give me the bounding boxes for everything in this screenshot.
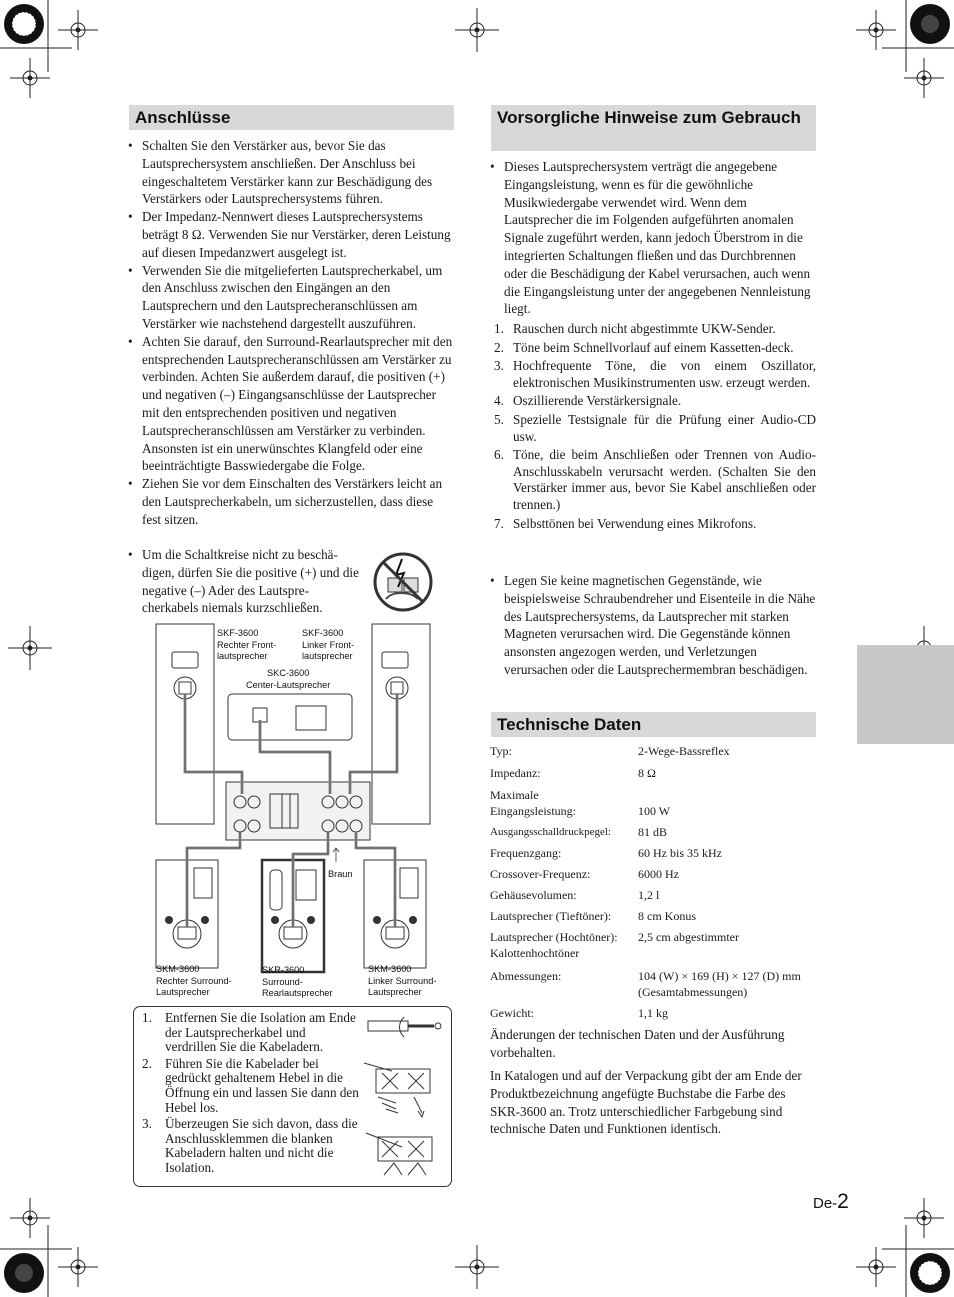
spec-row: Kalottenhochtöner — [490, 946, 580, 960]
list-item: 2. Töne beim Schnellvorlauf auf einem Kassetten-deck. — [494, 339, 794, 355]
spec-row: Gehäusevolumen: 1,2 l — [490, 888, 660, 902]
list-item: • Der Impedanz-Nennwert dieses Lautsprechersystems beträgt 8 Ω. Verwenden Sie nur Verstärker, deren Leistung auf diesen Impedanzwert ausgelegt ist. — [128, 208, 453, 261]
cable-steps-illustration — [362, 1013, 446, 1181]
list-item: 7. Selbsttönen bei Verwendung eines Mikrofons. — [494, 515, 757, 531]
list-item: • Legen Sie keine magnetischen Gegenstände, wie beispielsweise Schraubendreher und Eisenteile in die Nähe des Lautsprechersystems, da Lautsprecher mit starken Magneten verursachen wird. Die Gegenstände können ansonsten angezogen werden, und Verletzungen verursachen oder die Lautsprechermembran beschädigen. — [490, 572, 818, 679]
spec-row: Ausgangsschalldruckpegel: 81 dB — [490, 825, 668, 839]
list-item: • Ziehen Sie vor dem Einschalten des Verstärkers leicht an den Lautsprecherkabeln, um sicherzustellen, dass diese fest sitzen. — [128, 475, 453, 528]
page-number: De-2 — [813, 1190, 849, 1213]
list-item: 1. Rauschen durch nicht abgestimmte UKW-Sender. — [494, 321, 776, 336]
abnormal-signals-list — [490, 321, 816, 534]
list-item: 3. Überzeugen Sie sich davon, dass die Anschlussklemmen die blanken Kabeladern halten und nicht die Isolation. — [142, 1116, 358, 1175]
label-skc: SKC-3600 Center-Lautsprecher — [246, 668, 331, 690]
section-heading-technische-daten: Technische Daten — [491, 712, 816, 737]
list-item: • Verwenden Sie die mitgelieferten Lautsprecherkabel, um den Anschluss zwischen den Eingängen an den Lautsprechern und den Lautsprecheranschlüssen am Verstärker wie nachstehend dargestellt auszuführen. — [128, 262, 453, 333]
section-heading-hinweise: Vorsorgliche Hinweise zum Gebrauch — [491, 105, 816, 151]
spec-row: Crossover-Frequenz: 6000 Hz — [490, 867, 679, 881]
wiring-steps-list — [140, 1011, 360, 1178]
list-item: • Um die Schaltkreise nicht zu beschä-digen, dürfen Sie die positive (+) und die negative (–) Ader des Lautspre-cherkabels niemals kurzschließen. — [128, 546, 360, 617]
magnet-note — [490, 572, 818, 679]
wiring-steps-box — [133, 1006, 452, 1187]
list-item: 5. Spezielle Testsignale für die Prüfung einer Audio-CD usw. — [494, 411, 816, 444]
label-skm-left: SKM-3600 Linker Surround- Lautsprecher — [368, 964, 437, 997]
language-tab-marker — [857, 645, 954, 744]
spec-change-note: Änderungen der technischen Daten und der Ausführung vorbehalten. — [490, 1027, 785, 1060]
label-skr: SKR-3600 Surround- Rearlautsprecher — [262, 965, 333, 998]
label-skf-left: SKF-3600 Linker Front- lautsprecher — [302, 628, 355, 661]
list-item: 2. Führen Sie die Kabelader bei gedrückt gehaltenem Hebel in die Öffnung ein und lassen Sie dann den Hebel los. — [142, 1055, 359, 1115]
list-item: 1. Entfernen Sie die Isolation am Ende der Lautsprecherkabel und verdrillen Sie die Kabeladern. — [142, 1010, 356, 1055]
spec-row: Lautsprecher (Hochtöner): 2,5 cm abgestimmter — [490, 930, 739, 944]
spec-row: Frequenzgang: 60 Hz bis 35 kHz — [490, 846, 722, 860]
list-item: 6. Töne, die beim Anschließen oder Trennen von Audio-Anschlusskabeln verursacht werden. (Schalten Sie den Verstärker immer aus, bevor Sie Kabel anschließen oder trennen.) — [494, 447, 816, 512]
list-item: 3. Hochfrequente Töne, die von einem Oszillator, elektronischen Musikinstrumenten usw. erzeugt werden. — [494, 358, 816, 390]
section-heading-anschluesse: Anschlüsse — [129, 105, 454, 130]
no-short-circuit-icon — [372, 551, 434, 613]
label-skm-right: SKM-3600 Rechter Surround- Lautsprecher — [156, 964, 232, 997]
connection-notes-list — [128, 137, 453, 529]
list-item: • Schalten Sie den Verstärker aus, bevor Sie das Lautsprechersystem anschließen. Der Anschluss bei eingeschaltetem Verstärker kann zur Beschädigung des Verstärkers oder Lautsprechersystems führen. — [128, 137, 453, 208]
spec-row: Maximale Eingangsleistung: 100 W — [490, 788, 671, 818]
list-item: • Achten Sie darauf, den Surround-Rearlautsprecher mit den entsprechenden Lautsprecheranschlüssen am Verstärker zu verbinden. Achten Sie außerdem darauf, die positiven (+) und negativen (–) Eingangsanschlüsse der Lautsprecher mit den entsprechenden positiven und negativen Lautsprecheranschlüssen am Verstärker zu verbinden. Ansonsten ist ein unerwünschtes Klangfeld oder eine beeinträchtigte Basswiedergabe die Folge. — [128, 333, 453, 475]
color-variant-note: In Katalogen und auf der Verpackung gibt der am Ende der Produktbezeichnung angefügte Buchstabe die Farbe des SKR-3600 an. Trotz unterschiedlicher Farbgebung sind technische Daten und Funktionen identisch. — [490, 1068, 802, 1137]
spec-row: Lautsprecher (Tieftöner): 8 cm Konus — [490, 909, 696, 923]
list-item: 4. Oszillierende Verstärkersignale. — [494, 393, 682, 409]
spec-row: Abmessungen: 104 (W) × 169 (H) × 127 (D) mm (Gesamtabmessungen) — [490, 969, 801, 999]
spec-row: Typ: 2-Wege-Bassreflex — [490, 744, 730, 758]
list-item: • Dieses Lautsprechersystem verträgt die angegebene Eingangsleistung, wenn es für die gewöhnliche Musikwiedergabe verwendet wird. Wenn dem Lautsprecher die im Folgenden aufgeführten anomalen Signale zugeführt werden, kann jedoch Überstrom in die integrierten Schaltungen fließen und das Durchbrennen oder die Beschädigung der Kabel verursachen, auch wenn die Eingangsleistung unter der angegebenen Nennleistung liegt. — [490, 158, 818, 318]
spec-row: Gewicht: 1,1 kg — [490, 1006, 668, 1020]
usage-notes-intro — [490, 158, 818, 318]
spec-row: Impedanz: 8 Ω — [490, 766, 656, 780]
short-circuit-note — [128, 546, 360, 617]
label-braun: Braun — [328, 869, 353, 879]
label-skf-right: SKF-3600 Rechter Front- lautsprecher — [217, 628, 277, 661]
